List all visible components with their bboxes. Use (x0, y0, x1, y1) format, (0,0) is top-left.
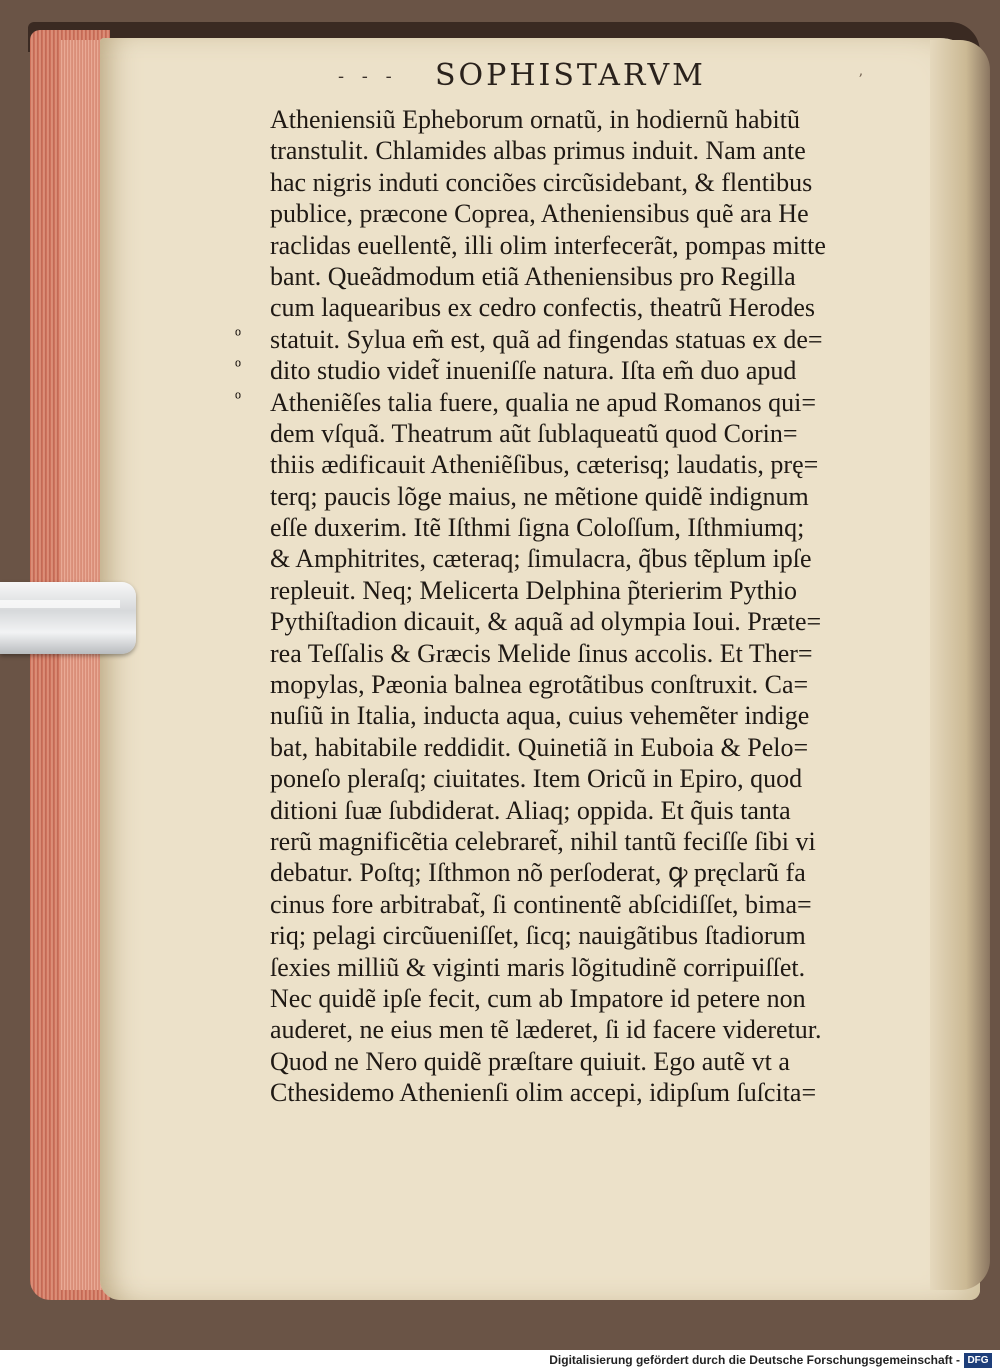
body-text (270, 104, 900, 1109)
text-line: rea Teſſalis & Græcis Melide ſinus accolis. Et Ther= (270, 638, 813, 668)
ornament-dashes: - - - (338, 66, 398, 87)
margin-quote-marks (238, 320, 268, 414)
text-line: repleuit. Neq; Melicerta Delphina p̃terierim Pythio (270, 575, 798, 605)
dfg-logo: DFG (964, 1353, 992, 1368)
text-line: debatur. Poſtq; Iſthmon nõ perſoderat, ꝙ pręclarũ fa (270, 858, 806, 888)
glass-clip-highlight (0, 600, 120, 608)
text-line: hac nigris induti conciões circũsidebant, & flentibus (270, 167, 813, 197)
glass-page-clip (0, 582, 136, 654)
footer-bar (0, 1350, 1000, 1372)
text-line: thiis ædificauit Atheniẽſibus, cæterisq; laudatis, prę= (270, 450, 819, 480)
text-line: raclidas euellentẽ, illi olim interfecerãt, pompas mitte (270, 230, 826, 260)
text-line: transtulit. Chlamides albas primus induit. Nam ante (270, 136, 806, 166)
text-line: dito studio videt̃ inueniſſe natura. Iſta em̃ duo apud (270, 356, 797, 386)
text-line: mopylas, Pæonia balnea egrotãtibus conſtruxit. Ca= (270, 670, 809, 700)
text-line: statuit. Sylua em̃ est, quã ad fingendas statuas ex de= (270, 324, 823, 354)
margin-mark (238, 320, 268, 351)
text-line: riq; pelagi circũueniſſet, ſicq; nauigãtibus ſtadiorum (270, 921, 806, 951)
text-line: ditioni ſuæ ſubdiderat. Aliaq; oppida. Et q̃uis tanta (270, 795, 791, 825)
text-line: cinus fore arbitrabat̃, ſi continentẽ abſcidiſſet, bima= (270, 889, 812, 919)
text-line: Atheniẽſes talia fuere, qualia ne apud Romanos qui= (270, 387, 817, 417)
text-line: Atheniensiũ Epheborum ornatũ, in hodiernũ habitũ (270, 105, 801, 134)
text-line: Cthesidemo Athenienſi olim accepi, idipſum ſuſcita= (270, 1078, 817, 1108)
funding-credit: Digitalisierung gefördert durch die Deutsche Forschungsgemeinschaft - (549, 1353, 960, 1367)
text-line: Pythiſtadion dicauit, & aquã ad olympia Ioui. Præte= (270, 607, 822, 637)
text-line: nuſiũ in Italia, inducta aqua, cuius vehemẽter indige (270, 701, 810, 731)
margin-mark (238, 383, 268, 414)
text-line: publice, præcone Coprea, Atheniensibus quẽ ara He (270, 199, 809, 229)
folio-mark: ʼ (858, 72, 863, 88)
margin-mark (238, 351, 268, 382)
text-line: ſexies milliũ & viginti maris lõgitudinẽ corripuiſſet. (270, 952, 806, 982)
text-line: Quod ne Nero quidẽ præſtare quiuit. Ego autẽ vt a (270, 1046, 790, 1076)
text-line: dem vſquã. Theatrum aũt ſublaqueatũ quod Corin= (270, 418, 798, 448)
text-line: Nec quidẽ ipſe fecit, cum ab Impatore id petere non (270, 983, 806, 1013)
text-line: terq; paucis lõge maius, ne mẽtione quidẽ indignum (270, 481, 809, 511)
text-line: rerũ magnificẽtia celebraret̃, nihil tantũ feciſſe ſibi vi (270, 826, 816, 856)
text-line: cum laquearibus ex cedro confectis, theatrũ Herodes (270, 293, 816, 323)
text-line: poneſo pleraſq; ciuitates. Item Oricũ in Epiro, quod (270, 764, 803, 794)
running-head: SOPHISTARVM (435, 58, 706, 93)
text-line: bant. Queãdmodum etiã Atheniensibus pro Regilla (270, 261, 796, 291)
text-line: & Amphitrites, cæteraq; ſimulacra, q̃bus tẽplum ipſe (270, 544, 812, 574)
text-line: auderet, ne eius men tẽ læderet, ſi id facere videretur. (270, 1015, 822, 1045)
page-curl-right (930, 40, 990, 1290)
text-line: eſſe duxerim. Itẽ Iſthmi ſigna Coloſſum, Iſthmiumq; (270, 513, 805, 543)
text-line: bat, habitabile reddidit. Quinetiã in Euboia & Pelo= (270, 732, 809, 762)
